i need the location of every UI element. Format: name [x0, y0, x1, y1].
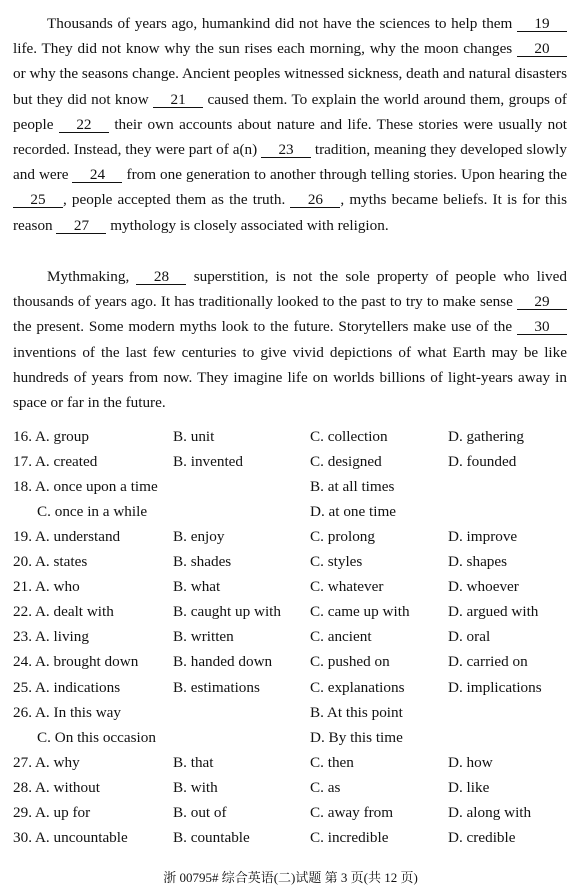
option-text: A. living: [34, 628, 89, 646]
passage-paragraph-1: [13, 11, 567, 238]
option-text: D. whoever: [448, 578, 519, 596]
option-b: [173, 800, 227, 825]
option-c: [310, 449, 382, 474]
option-b: [173, 775, 218, 800]
question-number: 17.: [13, 453, 32, 471]
option-text: A. without: [34, 778, 100, 796]
option-a: [13, 750, 80, 775]
option-text: C. away from: [310, 803, 394, 821]
option-a: [13, 624, 89, 649]
option-text: D. founded: [448, 453, 517, 471]
option-text: B. that: [173, 753, 214, 771]
option-text: A. In this way: [34, 703, 122, 721]
option-a: [13, 675, 120, 700]
option-a: [13, 649, 138, 674]
option-text: C. prolong: [310, 528, 375, 546]
option-text: D. implications: [448, 678, 542, 696]
option-text: A. group: [34, 428, 89, 445]
passage-text: , myths became beliefs. It is for this reason: [13, 191, 567, 234]
option-text: B. written: [173, 628, 234, 646]
option-text: B. caught up with: [173, 603, 281, 621]
option-a: [13, 574, 80, 599]
option-d: [448, 800, 531, 825]
option-a: [13, 800, 90, 825]
option-text: D. shapes: [448, 553, 508, 571]
option-text: B. at all times: [310, 478, 395, 496]
option-d: [448, 599, 538, 624]
option-text: D. carried on: [448, 653, 528, 671]
option-c: [310, 599, 410, 624]
passage-text: life. They did not know why the sun rises each morning, why the moon changes: [13, 40, 517, 58]
blank-19: 19: [517, 16, 567, 32]
question-row: [13, 649, 573, 674]
option-c: [310, 800, 393, 825]
option-text: D. how: [448, 753, 493, 771]
question-row: [13, 424, 573, 449]
option-text: B. out of: [173, 803, 227, 821]
question-number: 18.: [13, 478, 32, 496]
option-text: C. as: [310, 778, 341, 796]
option-text: C. ancient: [310, 628, 372, 646]
question-row: [13, 750, 573, 775]
option-b: [173, 524, 224, 549]
passage-text: , people accepted them as the truth.: [63, 191, 291, 209]
option-text: D. oral: [448, 628, 491, 646]
option-text: D. improve: [448, 528, 518, 546]
option-c: [310, 675, 404, 700]
blank-30: 30: [517, 319, 567, 335]
question-row: [13, 675, 573, 700]
blank-20: 20: [517, 41, 567, 57]
option-text: C. came up with: [310, 603, 410, 621]
option-d: [448, 825, 515, 850]
option-text: A. why: [34, 753, 80, 771]
question-number: 23.: [13, 628, 32, 646]
passage-text: their own accounts about nature and life. These stories were usually not recorded. Instead, they were part of a(n): [13, 115, 568, 159]
question-row: [13, 825, 573, 850]
option-text: A. created: [34, 453, 98, 471]
option-a: [37, 499, 147, 524]
question-row: [13, 474, 573, 499]
page-footer: 浙 00795# 综合英语(二)试题 第 3 页(共 12 页): [163, 870, 418, 885]
option-b: [173, 574, 220, 599]
option-text: D. like: [448, 778, 490, 796]
passage-text: tradition, meaning they developed slowly and were: [13, 141, 567, 184]
option-a: [13, 524, 120, 549]
question-number: 16.: [13, 428, 32, 445]
blank-27: 27: [56, 218, 106, 234]
question-number: 27.: [13, 753, 32, 771]
option-text: D. By this time: [310, 728, 403, 746]
option-text: B. estimations: [173, 678, 260, 696]
option-text: B. unit: [173, 428, 215, 445]
option-c: [310, 725, 403, 750]
option-c: [310, 700, 403, 725]
option-d: [448, 449, 516, 474]
option-text: A. up for: [34, 803, 91, 821]
question-number: 19.: [13, 528, 32, 546]
option-a: [13, 449, 97, 474]
passage-text: Thousands of years ago, humankind did not have the sciences to help them: [47, 15, 517, 32]
question-row: [13, 574, 573, 599]
question-number: 29.: [13, 803, 32, 821]
blank-28: 28: [136, 269, 186, 285]
question-number: 24.: [13, 653, 32, 671]
option-a: [37, 725, 156, 750]
option-d: [448, 574, 519, 599]
question-row: [13, 800, 573, 825]
option-a: [13, 775, 100, 800]
option-text: C. incredible: [310, 828, 389, 846]
blank-24: 24: [72, 167, 122, 183]
option-c: [310, 499, 396, 524]
passage-text: Mythmaking,: [47, 268, 137, 285]
option-text: B. At this point: [310, 703, 403, 721]
passage-paragraph-2: [13, 264, 567, 415]
option-text: C. once in a while: [37, 503, 148, 521]
option-d: [448, 424, 524, 449]
question-number: 20.: [13, 553, 32, 571]
passage-text: mythology is closely associated with religion.: [106, 216, 389, 234]
option-text: D. argued with: [448, 603, 539, 621]
option-text: D. credible: [448, 828, 516, 846]
option-text: C. styles: [310, 553, 363, 571]
question-row: [13, 725, 573, 750]
option-c: [310, 574, 383, 599]
question-number: 22.: [13, 603, 32, 621]
question-row: [13, 449, 573, 474]
question-number: 21.: [13, 578, 32, 596]
option-text: D. gathering: [448, 428, 524, 445]
option-a: [13, 424, 89, 449]
blank-23: 23: [261, 142, 311, 158]
question-number: 26.: [13, 703, 32, 721]
option-d: [448, 524, 517, 549]
option-b: [173, 675, 260, 700]
option-text: A. understand: [34, 528, 121, 546]
passage-text: inventions of the last few centuries to give vivid depictions of what Earth may be like hundreds of years from now. They imagine life on worlds billions of light-years away in space or far in the future.: [13, 343, 567, 412]
passage-text: superstition, is not the sole property of people who lived thousands of years ago. It has traditionally looked to the past to try to make sense: [13, 268, 567, 311]
option-text: B. invented: [173, 453, 244, 471]
option-c: [310, 524, 375, 549]
option-a: [13, 825, 128, 850]
question-row: [13, 775, 573, 800]
option-text: C. explanations: [310, 678, 405, 696]
option-a: [13, 599, 114, 624]
option-text: B. enjoy: [173, 528, 225, 546]
blank-26: 26: [290, 192, 340, 208]
passage-text: or why the seasons change. Ancient peoples witnessed sickness, death and natural disasters but they did not know: [13, 65, 567, 108]
option-b: [173, 825, 250, 850]
option-c: [310, 624, 372, 649]
option-text: D. along with: [448, 803, 532, 821]
question-number: 28.: [13, 778, 32, 796]
option-text: B. with: [173, 778, 218, 796]
option-c: [310, 775, 340, 800]
question-number: 30.: [13, 828, 32, 846]
option-a: [13, 700, 121, 725]
option-text: C. designed: [310, 453, 382, 471]
option-text: C. whatever: [310, 578, 384, 596]
option-b: [173, 424, 214, 449]
question-row: [13, 499, 573, 524]
option-d: [448, 775, 489, 800]
option-c: [310, 649, 390, 674]
option-text: D. at one time: [310, 503, 397, 521]
option-text: B. shades: [173, 553, 232, 571]
question-row: [13, 524, 573, 549]
option-d: [448, 549, 507, 574]
option-text: C. pushed on: [310, 653, 390, 671]
question-row: [13, 549, 573, 574]
option-b: [173, 750, 214, 775]
blank-25: 25: [13, 192, 63, 208]
option-d: [448, 750, 493, 775]
option-b: [173, 649, 272, 674]
option-text: B. countable: [173, 828, 250, 846]
option-text: A. who: [34, 578, 80, 596]
option-text: C. then: [310, 753, 354, 771]
option-text: A. uncountable: [34, 828, 128, 846]
option-d: [448, 675, 542, 700]
option-text: A. once upon a time: [34, 478, 158, 496]
passage-text: from one generation to another through telling stories. Upon hearing the: [122, 166, 567, 184]
option-text: B. handed down: [173, 653, 273, 671]
option-c: [310, 549, 362, 574]
option-text: B. what: [173, 578, 221, 596]
option-text: C. collection: [310, 428, 388, 445]
option-c: [310, 750, 354, 775]
option-text: A. indications: [34, 678, 121, 696]
option-a: [13, 549, 87, 574]
blank-22: 22: [59, 117, 109, 133]
option-text: A. brought down: [34, 653, 139, 671]
option-c: [310, 474, 394, 499]
blank-29: 29: [517, 294, 567, 310]
option-c: [310, 825, 388, 850]
option-text: C. On this occasion: [37, 728, 156, 746]
option-d: [448, 624, 490, 649]
option-b: [173, 599, 281, 624]
question-row: [13, 700, 573, 725]
option-text: A. dealt with: [34, 603, 114, 621]
question-row: [13, 599, 573, 624]
option-a: [13, 474, 158, 499]
passage-text: caused them. To explain the world around them, groups of people: [13, 90, 567, 133]
question-row: [13, 624, 573, 649]
question-number: 25.: [13, 678, 32, 696]
option-b: [173, 624, 234, 649]
option-b: [173, 549, 231, 574]
passage-text: the present. Some modern myths look to the future. Storytellers make use of the: [13, 318, 517, 336]
option-b: [173, 449, 243, 474]
option-text: A. states: [34, 553, 88, 571]
blank-21: 21: [153, 92, 203, 108]
option-d: [448, 649, 528, 674]
option-c: [310, 424, 388, 449]
